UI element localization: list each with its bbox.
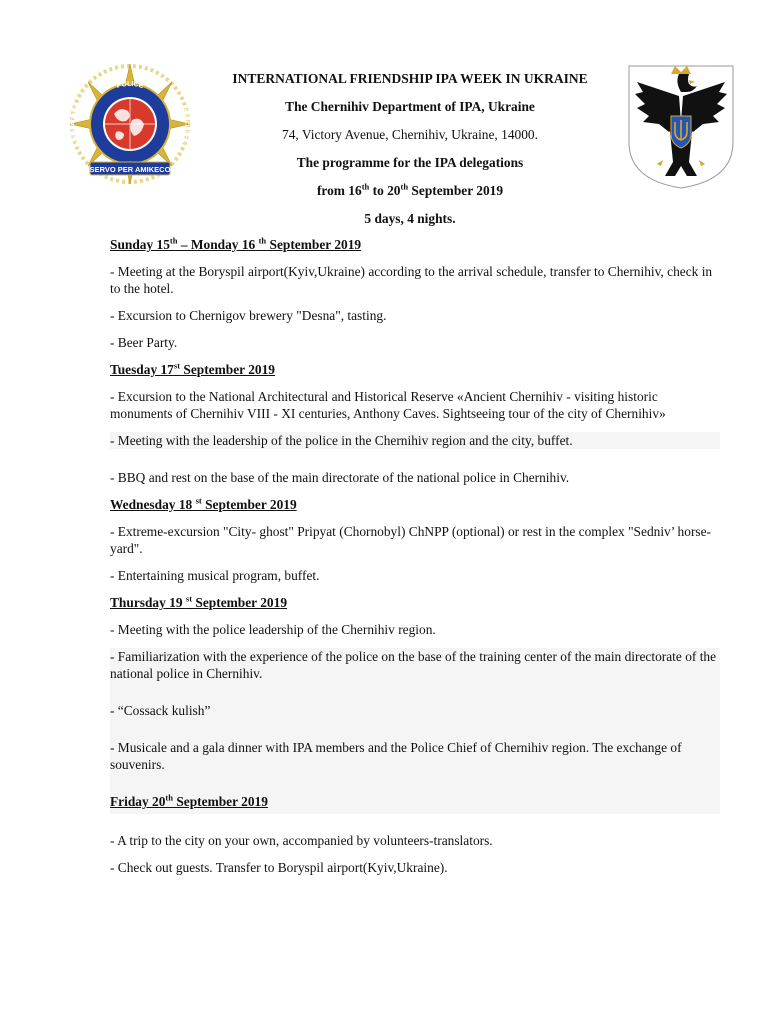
shaded-block bbox=[110, 648, 720, 814]
programme-item: - Meeting with the police leadership of the Chernihiv region. bbox=[110, 622, 436, 637]
document-title: INTERNATIONAL FRIENDSHIP IPA WEEK IN UKRAINE bbox=[232, 71, 588, 86]
logo-motto: SERVO PER AMIKECO bbox=[89, 165, 171, 174]
programme-item: - Musicale and a gala dinner with IPA members and the Police Chief of Chernihiv region. The exchange of souvenirs. bbox=[110, 740, 682, 772]
dates-line: from 16th to 20th September 2019 bbox=[316, 181, 504, 198]
day-section-1 bbox=[110, 236, 720, 351]
day-section-5 bbox=[110, 832, 720, 876]
day-section-2 bbox=[110, 361, 720, 486]
programme-item: - A trip to the city on your own, accompanied by volunteers-translators. bbox=[110, 833, 493, 848]
programme-line: The programme for the IPA delegations bbox=[296, 155, 524, 170]
programme-item: - Familiarization with the experience of the police on the base of the training center of the main directorate of the national police in Chernihiv. bbox=[110, 649, 717, 681]
programme-item: - Excursion to Chernigov brewery "Desna", tasting. bbox=[110, 308, 387, 323]
programme-item: - Entertaining musical program, buffet. bbox=[110, 568, 320, 583]
chernihiv-coat-of-arms bbox=[625, 62, 737, 190]
programme-item: - Excursion to the National Architectural and Historical Reserve «Ancient Chernihiv - visiting historic monuments of Chernihiv VIII - XI centuries, Anthony Caves. Sightseeing tour of the city of Chernihiv» bbox=[110, 389, 666, 421]
document-header bbox=[180, 70, 640, 238]
logo-top-text: POLICE bbox=[115, 80, 145, 91]
day-section-4 bbox=[110, 594, 720, 814]
programme-item: - “Cossack kulish” bbox=[110, 703, 211, 718]
day-title: Wednesday 18 $^{st}$ September 2019 bbox=[110, 495, 297, 512]
logo-right-text: ASSOCIATION bbox=[179, 104, 190, 144]
department-line: The Chernihiv Department of IPA, Ukraine bbox=[285, 99, 535, 114]
programme-item: - BBQ and rest on the base of the main directorate of the national police in Chernihiv. bbox=[110, 470, 570, 485]
programme-body bbox=[110, 236, 720, 886]
programme-item: - Meeting at the Boryspil airport(Kyiv,Ukraine) according to the arrival schedule, transfer to Chernihiv, check in to the hotel. bbox=[110, 264, 713, 296]
day-title: Thursday 19 $^{st}$ September 2019 bbox=[110, 593, 288, 610]
logo-left-text: INTERNATIONAL bbox=[70, 100, 83, 148]
programme-item: - Meeting with the leadership of the police in the Chernihiv region and the city, buffet. bbox=[110, 432, 720, 449]
programme-item: - Check out guests. Transfer to Boryspil airport(Kyiv,Ukraine). bbox=[110, 860, 448, 875]
day-title: Tuesday 17st September 2019 bbox=[110, 360, 275, 377]
duration-line: 5 days, 4 nights. bbox=[364, 211, 456, 226]
day-title: Friday 20th September 2019 bbox=[110, 792, 268, 809]
day-section-3 bbox=[110, 496, 720, 584]
programme-item: - Extreme-excursion "City- ghost" Pripyat (Chornobyl) ChNPP (optional) or rest in the complex "Sedniv’ horse-yard". bbox=[110, 524, 712, 556]
programme-item: - Beer Party. bbox=[110, 335, 178, 350]
address-line: 74, Victory Avenue, Chernihiv, Ukraine, 14000. bbox=[282, 127, 538, 142]
day-title: Sunday 15th – Monday 16 $^{th}$ September 2019 bbox=[110, 235, 362, 252]
